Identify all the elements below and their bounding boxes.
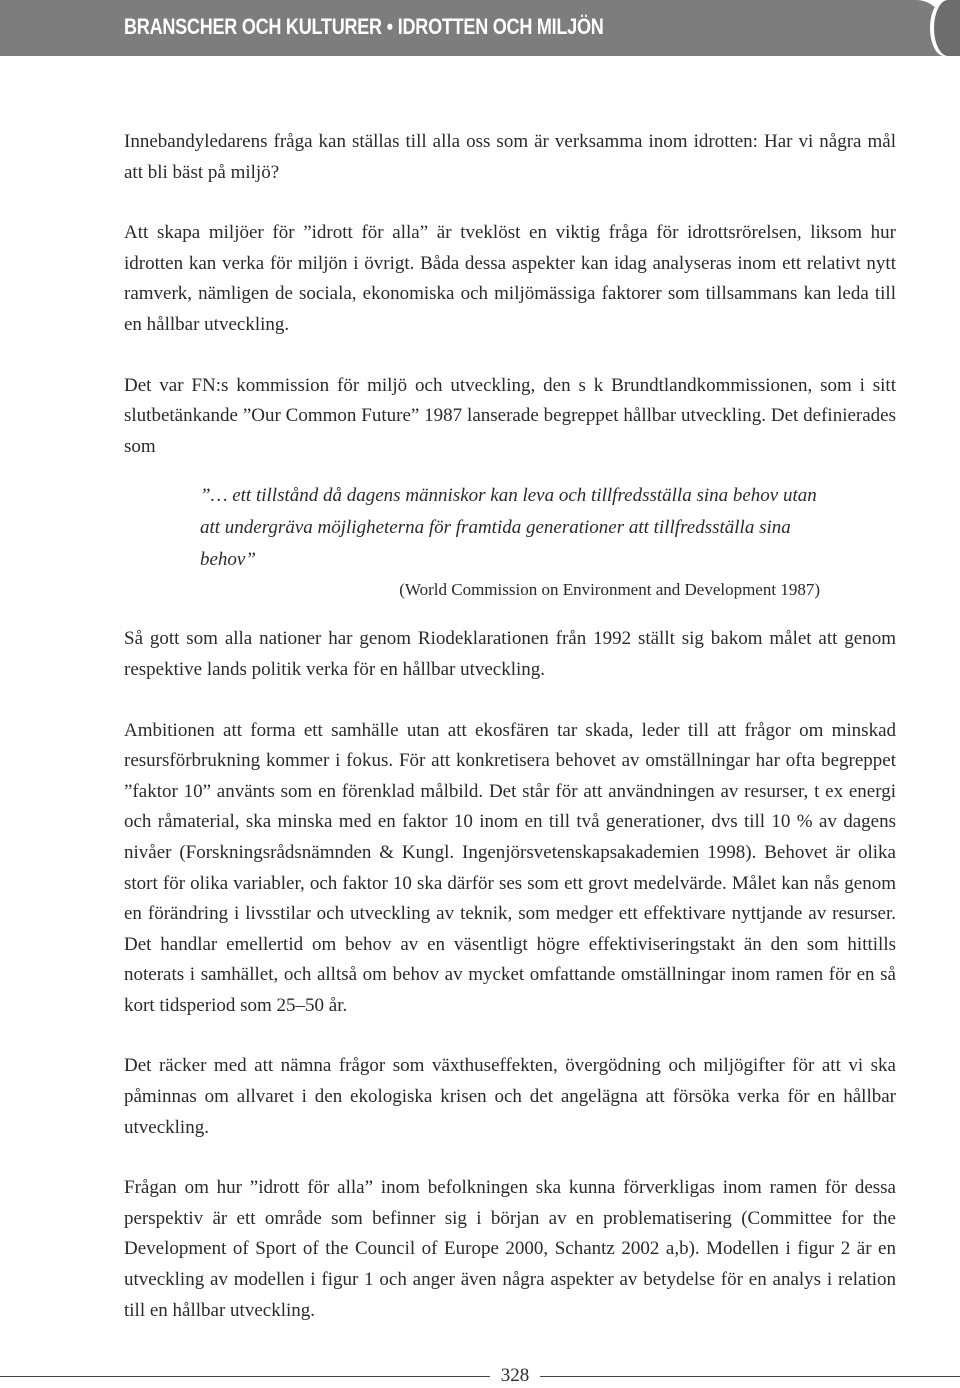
header-tab (934, 0, 960, 56)
paragraph: Så gott som alla nationer har genom Riodeklarationen från 1992 ställt sig bakom målet att genom respektive lands politik verka för en hållbar utveckling. (124, 628, 896, 680)
paragraph: Ambitionen att forma ett samhälle utan att ekosfären tar skada, leder till att frågor om minskad resursförbrukning kommer i fokus. För att konkretisera behovet av omställningar har ofta begreppet ”faktor 10” använts som en förenklad målbild. Det står för att användningen av resurser, t ex energi och råmaterial, ska minska med en faktor 10 inom en till två generationer, dvs till 10 % av dagens nivåer (Forskningsrådsnämnden & Kungl. Ingenjörsvetenskapsakademien 1998). Behovet är olika stort för olika variabler, och faktor 10 ska därför ses som ett grovt medelvärde. Målet kan nås genom en förändring i livsstilar och utveckling av teknik, som medger ett effektivare nyttjande av resurser. Det handlar emellertid om behov av en väsentligt högre effektiviseringstakt än den som hittills noterats i samhället, och alltså om behov av mycket omfattande omställningar inom ramen för en så kort tidsperiod som 25–50 år. (124, 719, 896, 1016)
header-chapter: IDROTTEN OCH MILJÖN (397, 14, 604, 39)
quote-text: ”… ett tillstånd då dagens människor kan leva och tillfredsställa sina behov utan att undergräva möjligheterna för framtida generationer att tillfredsställa sina behov” (200, 485, 817, 571)
paragraph: Det räcker med att nämna frågor som växthuseffekten, övergödning och miljögifter för att vi ska påminnas om allvaret i den ekologiska krisen och det angelägna att försöka verka för en hållbar utveckling. (124, 1055, 896, 1138)
page-body (124, 127, 896, 1356)
paragraph: Frågan om hur ”idrott för alla” inom befolkningen ska kunna förverkligas inom ramen för dessa perspektiv är ett område som befinner sig i början av en problematisering (Committee for the Development of Sport of the Council of Europe 2000, Schantz 2002 a,b). Modellen i figur 2 är en utveckling av modellen i figur 1 och anger även några aspekter av betydelse för en analys i relation till en hållbar utveckling. (124, 1177, 896, 1321)
quote-source: (World Commission on Environment and Development 1987) (399, 580, 820, 600)
block-quote (124, 480, 896, 602)
header-bullet: • (386, 14, 393, 39)
page-number: 328 (490, 1364, 540, 1388)
header-section: BRANSCHER OCH KULTURER (124, 14, 382, 39)
paragraph: Innebandyledarens fråga kan ställas till alla oss som är verksamma inom idrotten: Har vi några mål att bli bäst på miljö? (124, 131, 896, 183)
running-header (124, 14, 604, 40)
footer-rule (0, 1376, 960, 1377)
paragraph: Att skapa miljöer för ”idrott för alla” är tveklöst en viktig fråga för idrottsrörelsen, liksom hur idrotten kan verka för miljön i övrigt. Båda dessa aspekter kan idag analyseras inom ett relativt nytt ramverk, nämligen de sociala, ekonomiska och miljömässiga faktorer som tillsammans kan leda till en hållbar utveckling. (124, 222, 896, 335)
paragraph: Det var FN:s kommission för miljö och utveckling, den s k Brundtlandkommissionen, som i sitt slutbetänkande ”Our Common Future” 1987 lanserade begreppet hållbar utveckling. Det definierades som (124, 374, 896, 457)
